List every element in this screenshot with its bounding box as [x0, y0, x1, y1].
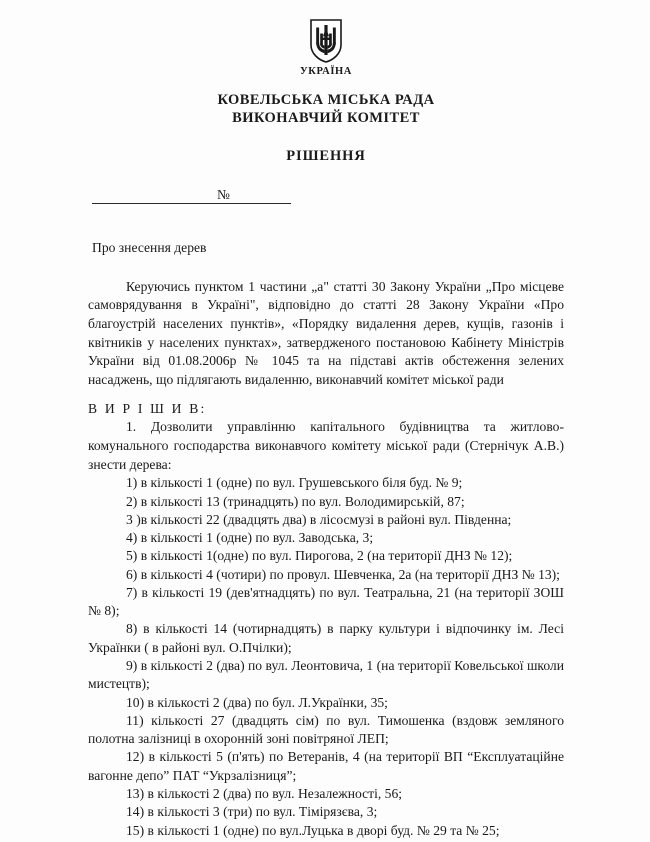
list-item: 3 )в кількості 22 (двадцять два) в лісосмузі в районі вул. Південна;: [126, 511, 512, 527]
list-item: 15) в кількості 1 (одне) по вул.Луцька в дворі буд. № 29 та № 25;: [126, 822, 500, 838]
organization-line-2: ВИКОНАВЧИЙ КОМІТЕТ: [232, 110, 420, 127]
list-item: 5) в кількості 1(одне) по вул. Пирогова, 2 (на території ДНЗ № 12);: [126, 548, 513, 564]
list-item: 7) в кількості 19 (дев'ятнадцять) по вул. Театральна, 21 (на території ЗОШ № 8);: [88, 584, 564, 619]
organization-title: [88, 91, 564, 127]
list-item: 8) в кількості 14 (чотирнадцять) в парку культури і відпочинку ім. Лесі Українки ( в районі вул. О.Пчілки);: [88, 621, 564, 655]
list-item: 6) в кількості 4 (чотири) по провул. Шевченка, 2а (на території ДНЗ № 13);: [126, 566, 560, 582]
list-item: 11) кількості 27 (двадцять сім) по вул. Тимошенка (вздовж земляного полотна залізниці в охоронній зоні повітряної ЛЕП;: [88, 712, 564, 747]
list-item: 12) в кількості 5 (п'ять) по Ветеранів, 4 (на території ВП “Експлуатаційне вагонне депо” ПАТ “Укрзалізниця”;: [88, 749, 564, 783]
document-kind-heading: РІШЕННЯ: [286, 148, 366, 165]
list-item: 10) в кількості 2 (два) по бул. Л.Українки, 35;: [126, 694, 388, 710]
list-item: 1) в кількості 1 (одне) по вул. Грушевського біля буд. № 9;: [126, 475, 463, 491]
clause-1: 1. Дозволити управлінню капітального будівництва та житлово-комунального господарства виконавчого комітету міської ради (Стернічук А.В.) знести дерева:: [88, 419, 564, 472]
list-item: 13) в кількості 2 (два) по вул. Незалежності, 56;: [126, 786, 403, 802]
list-item: 4) в кількості 1 (одне) по вул. Заводська, 3;: [126, 530, 374, 546]
emblem-caption: УКРАЇНА: [299, 66, 352, 77]
emblem-block: [88, 18, 564, 77]
number-symbol: №: [217, 187, 230, 203]
tree-removal-list: [88, 474, 564, 840]
resolution-keyword: В И Р І Ш И В:: [88, 401, 207, 417]
date-blank-field[interactable]: [92, 189, 216, 204]
ukraine-trident-coat-of-arms-icon: [88, 18, 564, 64]
document-subject: Про знесення дерев: [92, 239, 207, 255]
organization-line-1: КОВЕЛЬСЬКА МІСЬКА РАДА: [217, 92, 435, 108]
date-number-line: [88, 188, 564, 204]
list-item: 14) в кількості 3 (три) по вул. Тімірязєва, 3;: [126, 804, 378, 820]
list-item: 9) в кількості 2 (два) по вул. Леонтовича, 1 (на території Ковельської школи мистецтв);: [88, 658, 564, 692]
list-item: 2) в кількості 13 (тринадцять) по вул. Володимирській, 87;: [126, 493, 465, 509]
number-blank-field[interactable]: [231, 189, 291, 204]
preamble-paragraph: Керуючись пунктом 1 частини „а" статті 30 Закону України „Про місцеве самоврядування в Україні", відповідно до статті 28 Закону України «Про благоустрій населених пунктів», «Порядку видалення дерев, кущів, газонів і квітників у населених пунктах», затвердженого постановою Кабінету Міністрів України від 01.08.2006р № 1045 та на підставі актів обстеження зелених насаджень, що підлягають видаленню, виконавчий комітет міської ради: [88, 278, 564, 387]
